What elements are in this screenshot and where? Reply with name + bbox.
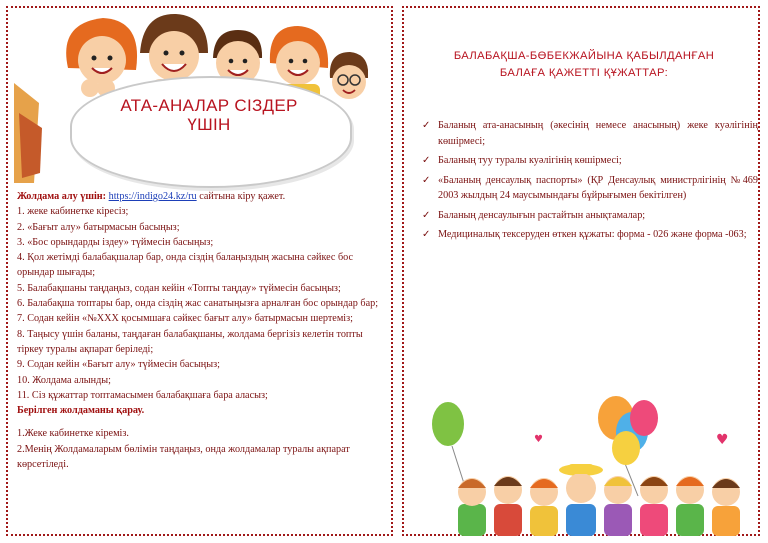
step-item: 9. Содан кейін «Бағыт алу» түймесін басыңыз; xyxy=(17,359,220,371)
child-face-5 xyxy=(330,52,368,99)
step-item: 5. Балабақшаны таңдаңыз, содан кейін «Топты таңдау» түймесін басыңыз; xyxy=(17,282,341,294)
referral-suffix: сайтына кіру қажет. xyxy=(196,191,286,202)
left-title-line2: ҮШІН xyxy=(187,115,231,134)
step-item: 10. Жолдама алынды; xyxy=(17,374,111,386)
referral-label: Жолдама алу үшін: xyxy=(17,191,107,202)
document-text: Медициналық тексеруден өткен құжаты: форма - 026 және форма -063; xyxy=(438,229,747,240)
view-step-item: 1.Жеке кабинетке кіреміз. xyxy=(17,428,129,440)
checkmark-icon: ✓ xyxy=(422,209,431,221)
step-item: 11. Сіз құжаттар топтамасымен балабақшаға бара алаcыз; xyxy=(17,389,268,401)
step-item: 8. Таңысу үшін баланы, таңдаған балабақшаны, жолдама бергізіз келетін топты тіркеу туралы ақпарат беріледі; xyxy=(17,328,363,355)
left-title xyxy=(90,96,328,134)
view-heading: Берілген жолдаманы қарау. xyxy=(17,405,145,417)
document-item xyxy=(422,118,758,149)
left-panel xyxy=(6,6,393,536)
documents-list xyxy=(422,118,758,247)
svg-text:♥: ♥ xyxy=(534,434,543,445)
right-title xyxy=(424,48,744,82)
right-title-line1: БАЛАБАҚША-БӨБЕКЖАЙЫНА ҚАБЫЛДАНҒАН xyxy=(453,50,715,62)
view-step-item: 2.Менің Жолдамаларым бөлімін таңдаңыз, онда жолдамалар туралы ақпарат көрсетіледі. xyxy=(17,443,350,471)
checkmark-icon: ✓ xyxy=(422,155,431,166)
checkmark-icon: ✓ xyxy=(422,120,431,131)
document-item xyxy=(422,173,758,204)
svg-text:♥: ♥ xyxy=(716,432,729,448)
child-side-decoration xyxy=(14,83,54,183)
step-item: 7. Содан кейін «№XXX қосымшаға сәйкес бағыт алу» батырмасын шертеміз; xyxy=(17,313,353,325)
right-title-line2: БАЛАҒА ҚАЖЕТТІ ҚҰЖАТТАР: xyxy=(499,67,669,79)
left-title-line1: АТА-АНАЛАР СІЗДЕР xyxy=(120,96,298,115)
document-item xyxy=(422,208,758,224)
step-item: 3. «Бос орындарды іздеу» түймесін басыңыз; xyxy=(17,236,214,248)
document-text: Баланың туу туралы куәлігінің көшірмесі; xyxy=(438,155,622,166)
document-text: Баланың ата-анасының (әкесінің немесе анасының) жеке куәлігінің көшірмесі; xyxy=(438,120,758,147)
step-item: 1. жеке кабинетке кіресіз; xyxy=(17,206,129,218)
step-item: 2. «Бағыт алу» батырмасын басыңыз; xyxy=(17,221,180,233)
checkmark-icon: ✓ xyxy=(422,174,431,186)
right-panel xyxy=(402,6,760,536)
step-item: 6. Балабақша топтары бар, онда сіздің жас санатыңызға арналған бос орындар бар; xyxy=(17,298,379,310)
child-figures xyxy=(458,464,740,536)
document-item xyxy=(422,153,758,169)
referral-link[interactable]: https://indigo24.kz/ru xyxy=(108,191,197,202)
document-item xyxy=(422,227,758,243)
referral-instructions xyxy=(17,189,387,472)
checkmark-icon: ✓ xyxy=(422,229,431,240)
children-balloons-illustration xyxy=(418,396,752,536)
step-item: 4. Қол жетімді балабақшалар бар, онда сіздің балаңыздың жасына сәйкес бос орындар шығады; xyxy=(17,252,354,279)
referral-intro xyxy=(17,189,387,204)
document-text: «Баланың денсаулық паспорты» (ҚР Денсаулық министрлігінің №469 2003 жылдың 24 маусымындағы бұйрығымен бекітілген) xyxy=(438,174,758,201)
document-text: Баланың денсаулығын растайтын анықтамалар; xyxy=(438,209,646,221)
